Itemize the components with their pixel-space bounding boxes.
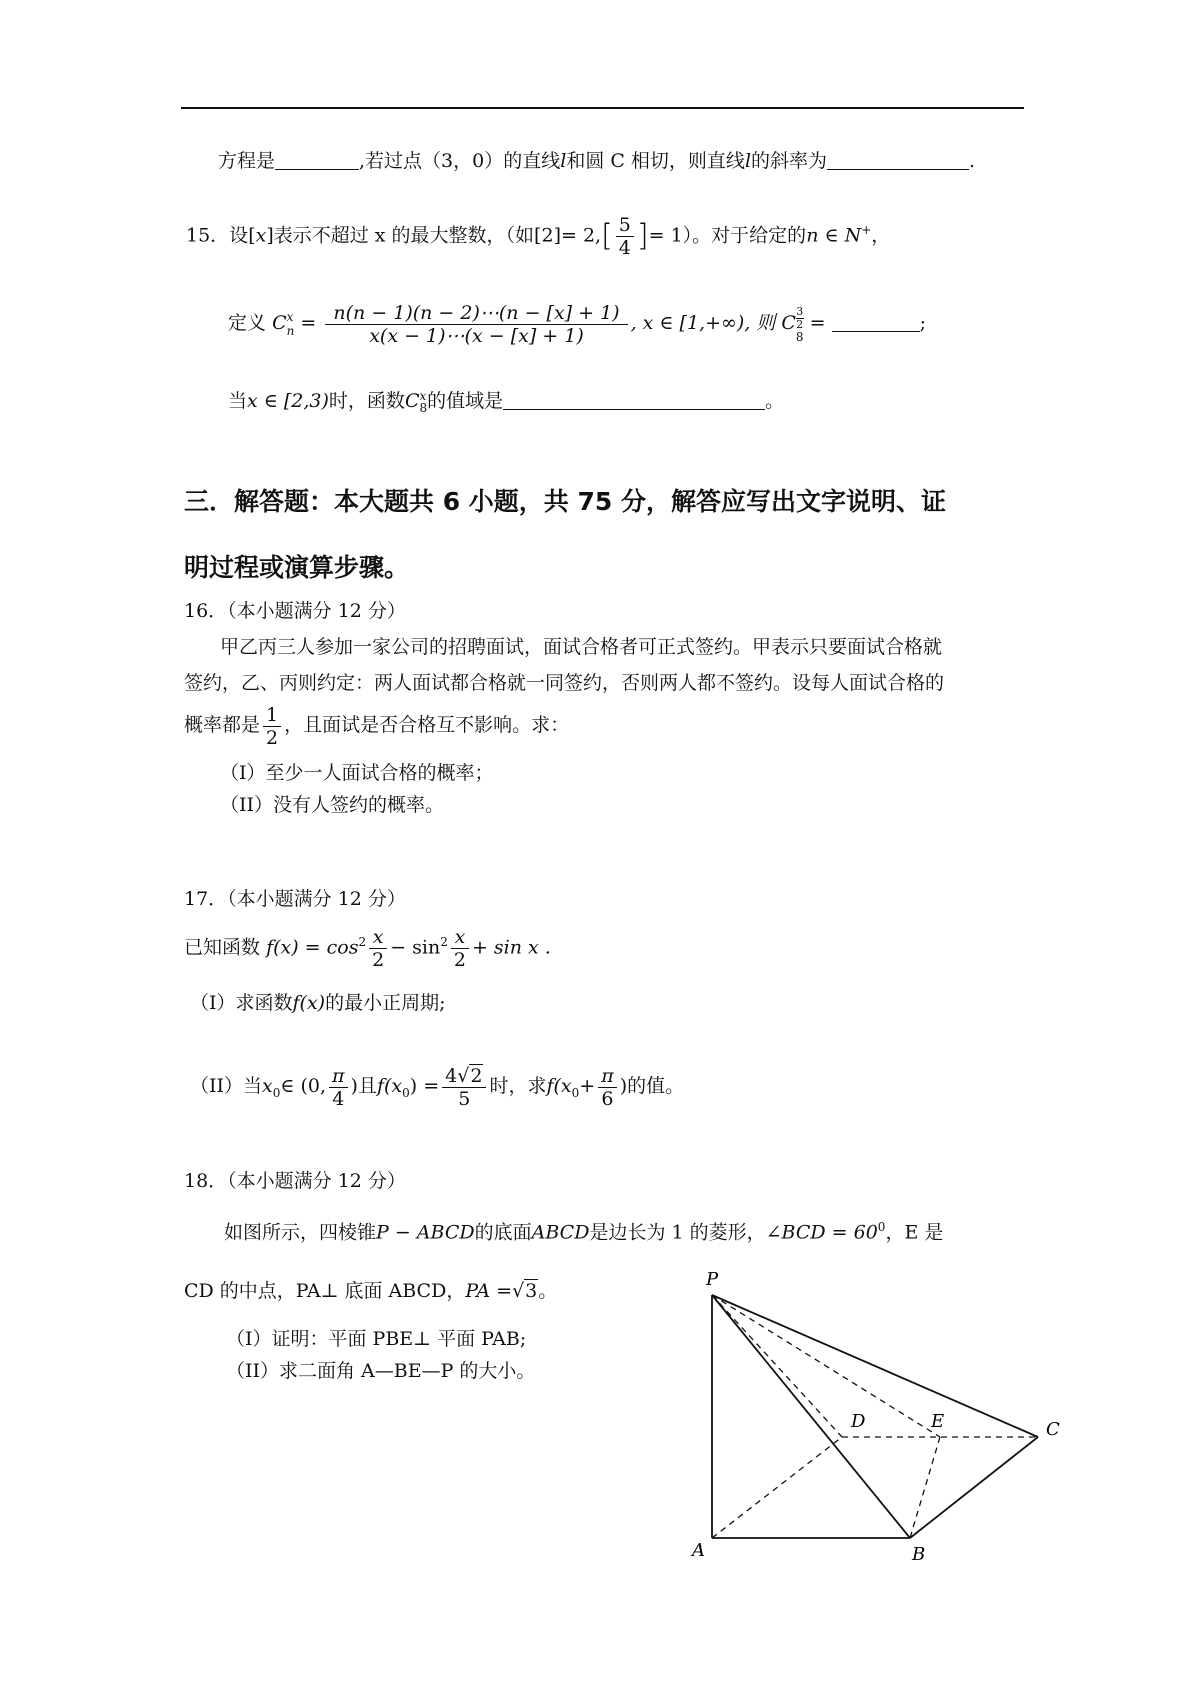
q15-n-in: n ∈ N	[806, 224, 862, 247]
q18-angle: ∠BCD = 60	[765, 1221, 878, 1244]
q15-when-x: x ∈ [2,3)	[247, 390, 329, 412]
q15-def-label: 定义	[228, 312, 267, 334]
q15-C8: C	[781, 312, 796, 334]
q18-part-i: （I）证明：平面 PBE⊥ 平面 PAB;	[226, 1328, 527, 1350]
q15-end: 。	[765, 390, 785, 412]
q15-eq: =	[300, 312, 317, 334]
q18-p1-a: 如图所示，四棱锥	[224, 1221, 377, 1244]
q15-comma: ，	[871, 224, 891, 247]
q14-l-var: l	[560, 150, 567, 172]
q15-frac-5-4: $\frac{5}{4}$	[616, 214, 634, 259]
edge-PC	[712, 1295, 1038, 1437]
q15-when-text: 时，函数	[328, 390, 405, 412]
q17-ii-a: （II）当	[190, 1075, 263, 1097]
label-D: D	[851, 1411, 866, 1432]
q16-p2: 签约，乙、丙则约定：两人面试都合格就一同签约，否则两人都不签约。设每人面试合格的	[184, 672, 945, 694]
q18-part-ii: （II）求二面角 A—BE—P 的大小。	[226, 1360, 536, 1382]
edge-BC	[910, 1437, 1038, 1538]
q17-ii-then: 时，求	[489, 1075, 547, 1097]
q17-part-ii	[190, 1058, 684, 1121]
q18-p2-a: CD 的中点，PA⊥ 底面 ABCD，	[184, 1280, 466, 1302]
q14-text-mid2: 和圆 C 相切，则直线	[566, 150, 745, 172]
q15-line-1	[186, 206, 890, 260]
q16-part-ii: （II）没有人签约的概率。	[220, 794, 445, 816]
edge-PB	[712, 1295, 910, 1538]
q15-semicolon: ;	[919, 312, 926, 334]
q15-def-frac: $\frac{n(n - 1)(n - 2)\cdots(n - [x] + 1)}{x(x - 1)\cdots(x - [x] + 1)}$	[325, 302, 627, 347]
q15-floor-x: [x]	[248, 224, 274, 247]
q15-ex1-eq: = 2,	[560, 224, 602, 247]
q17-ii-sub0-c: 0	[571, 1085, 580, 1100]
q15-eq2: =	[809, 312, 826, 334]
edge-PE	[712, 1295, 940, 1437]
q14-line	[218, 148, 975, 174]
q17-4root2-over-5: $\frac{4√2}{5}$	[442, 1065, 486, 1110]
q17-ii-fx0-close: ) =	[409, 1075, 440, 1097]
q18-header: 18．（本小题满分 12 分）	[184, 1170, 406, 1192]
q16-part-i: （I）至少一人面试合格的概率；	[220, 762, 494, 784]
q15-blank-1	[832, 313, 920, 332]
label-P: P	[706, 1269, 719, 1290]
q16-p3	[184, 700, 569, 750]
q18-p1	[224, 1214, 943, 1245]
q15-desc: 表示不超过 x 的最大整数，（如	[273, 224, 535, 247]
q15-ex1: [2]	[534, 224, 561, 247]
label-C: C	[1046, 1419, 1060, 1440]
q17-ii-sub0: 0	[272, 1085, 281, 1100]
section3-heading-line1: 三．解答题：本大题共 6 小题，共 75 分，解答应写出文字说明、证	[184, 487, 947, 516]
q14-l-var-2: l	[744, 150, 752, 172]
q17-ii-and: 且	[357, 1075, 377, 1097]
q16-p3-b: ，且面试是否合格互不影响。求：	[284, 714, 570, 736]
q15-C8-scripts: 3 2 8	[795, 304, 804, 344]
section3-heading-line2: 明过程或演算步骤。	[184, 553, 410, 582]
q17-ii-f2: f(x	[546, 1075, 572, 1097]
q14-blank-2	[827, 151, 969, 170]
q15-C8x: C	[404, 390, 420, 412]
q14-blank-1	[275, 151, 359, 170]
q18-abcd: ABCD	[531, 1221, 590, 1244]
q18-p1-d: ，E 是	[885, 1221, 944, 1244]
q17-header: 17．（本小题满分 12 分）	[184, 888, 406, 910]
q15-when: 当	[228, 390, 248, 412]
q18-p2: CD 的中点，PA⊥ 底面 ABCD，PA =√3。	[184, 1280, 558, 1302]
q17-ii-in: ∈ (0,	[280, 1075, 327, 1097]
pyramid-figure	[680, 1255, 1080, 1575]
q17-ii-fx0: f(x	[376, 1075, 403, 1097]
q17-ii-sub0-b: 0	[402, 1085, 410, 1100]
q15-blank-2	[503, 391, 765, 410]
header-rule	[181, 107, 1024, 109]
q17-given	[184, 916, 551, 973]
label-B: B	[912, 1544, 926, 1565]
q15-C: C	[272, 312, 287, 334]
q14-text-mid1: ,若过点（3，0）的直线	[359, 150, 561, 172]
edge-AD	[712, 1437, 842, 1538]
q18-pa: PA =	[465, 1280, 513, 1302]
q17-part-i	[190, 990, 446, 1016]
q15-bracket-left: [	[601, 218, 613, 254]
q17-ii-close: )	[350, 1075, 358, 1097]
q15-C8x-scripts: x 8	[419, 389, 428, 415]
q16-p3-a: 概率都是	[184, 714, 261, 736]
q15-domain: , x ∈ [1,+∞), 则	[630, 312, 776, 334]
q15-ex2-eq: = 1	[648, 224, 683, 247]
q18-p2-end: 。	[538, 1280, 558, 1302]
q17-ii-plus: +	[579, 1075, 596, 1097]
q17-x-over-2-b: $\frac{x}{2}$	[451, 926, 469, 971]
q17-plus-sin: + sin x .	[471, 936, 551, 959]
q17-given-text: 已知函数	[184, 936, 261, 959]
q17-sq-1: 2	[358, 935, 367, 949]
q14-end: .	[969, 150, 976, 172]
q15-range-text: 的值域是	[427, 390, 504, 412]
q17-f-def: f(x) = cos	[266, 936, 359, 959]
q17-sq-2: 2	[440, 935, 448, 949]
q14-text-mid3: 的斜率为	[751, 150, 828, 172]
q16-half: $\frac{1}{2}$	[263, 704, 281, 749]
q17-pi-over-4: $\frac{\pi}{4}$	[329, 1065, 348, 1110]
q17-x-over-2-a: $\frac{x}{2}$	[369, 926, 387, 971]
q15-bracket-right: ]	[636, 218, 649, 254]
q15-plus-sup: +	[861, 223, 872, 237]
q16-header: 16．（本小题满分 12 分）	[184, 600, 406, 622]
q17-minus-sin: − sin	[390, 936, 441, 959]
q15-def-line	[228, 288, 926, 358]
q16-p1: 甲乙丙三人参加一家公司的招聘面试，面试合格者可正式签约。甲表示只要面试合格就	[220, 636, 943, 658]
q18-p1-b: 的底面	[474, 1221, 532, 1244]
q15-desc2: ）。对于给定的	[682, 224, 807, 247]
q17-i-f: f(x)	[292, 992, 326, 1014]
q17-i-a: （I）求函数	[190, 992, 293, 1014]
q15-range-line	[228, 388, 784, 414]
q14-text-before: 方程是	[218, 150, 276, 172]
q17-pi-over-6: $\frac{\pi}{6}$	[598, 1065, 617, 1110]
label-E: E	[931, 1411, 945, 1432]
q18-p1-c: 是边长为 1 的菱形，	[589, 1221, 766, 1244]
label-A: A	[692, 1540, 705, 1561]
q18-deg: 0	[877, 1220, 886, 1234]
q17-i-b: 的最小正周期;	[325, 992, 446, 1014]
q18-sqrt3: 3	[525, 1280, 538, 1302]
edge-BE	[910, 1437, 940, 1538]
q17-ii-x: x	[262, 1075, 273, 1097]
q15-C-scripts: x n	[286, 310, 295, 338]
q18-pyramid: P − ABCD	[376, 1221, 475, 1244]
edge-PD	[712, 1295, 842, 1437]
q15-number: 15．设	[186, 224, 249, 247]
q17-ii-end: )的值。	[619, 1075, 685, 1097]
